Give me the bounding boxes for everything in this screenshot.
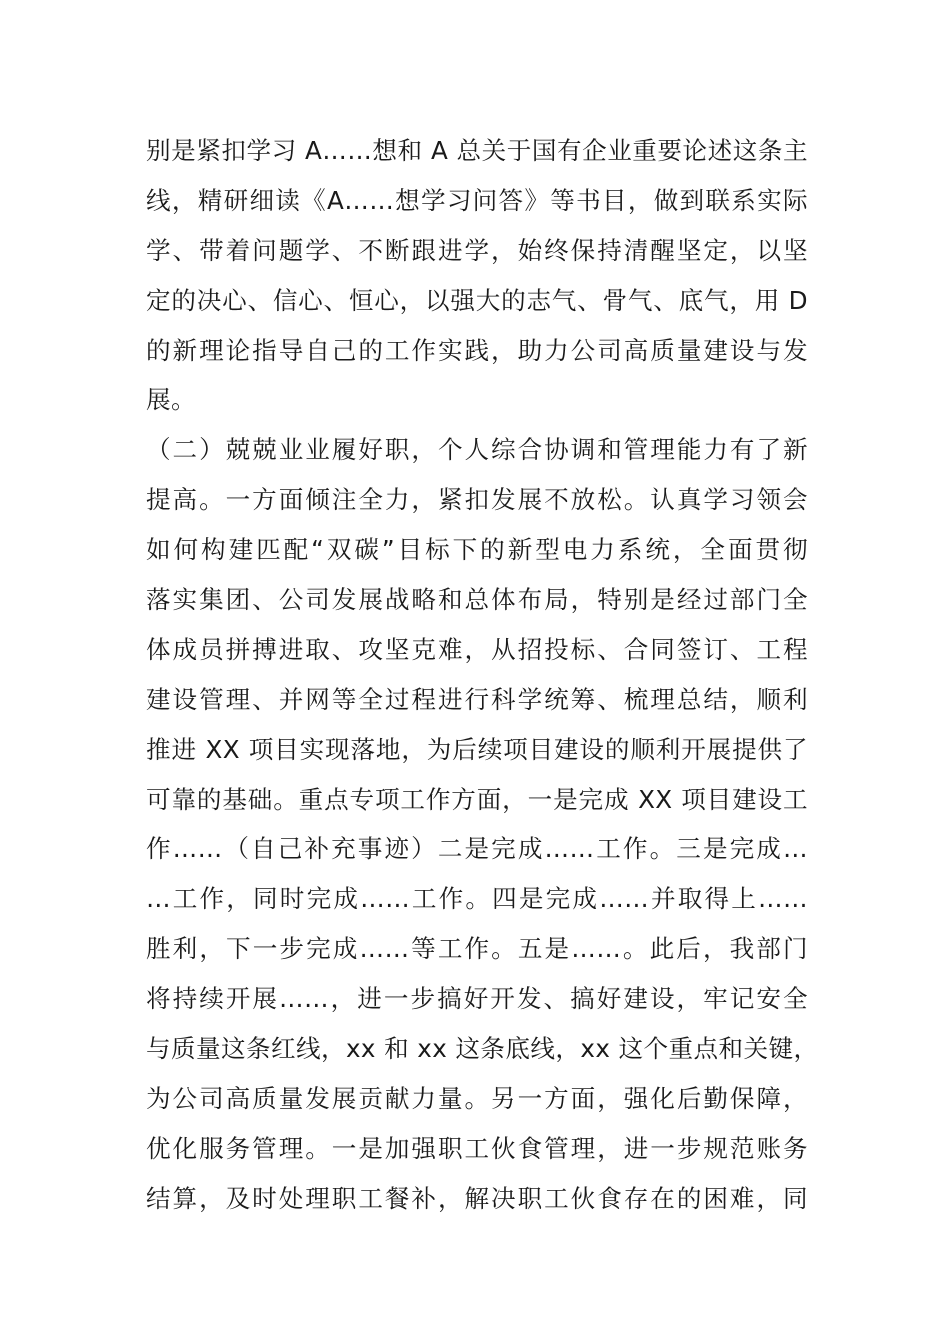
- text-line: 作……（自己补充事迹）二是完成……工作。三是完成…: [146, 834, 808, 864]
- text-line: 提高。一方面倾注全力，紧扣发展不放松。认真学习领会: [146, 485, 808, 515]
- text-line: 如何构建匹配“双碳”目标下的新型电力系统，全面贯彻: [146, 535, 808, 565]
- text-line: 体成员拼搏进取、攻坚克难，从招投标、合同签订、工程: [146, 634, 808, 664]
- text-line: 优化服务管理。一是加强职工伙食管理，进一步规范账务: [146, 1133, 808, 1163]
- body-text: [146, 126, 819, 1224]
- text-line: 的新理论指导自己的工作实践，助力公司高质量建设与发: [146, 335, 808, 365]
- text-line: 推进 XX 项目实现落地，为后续项目建设的顺利开展提供了: [146, 734, 808, 764]
- text-line: 定的决心、信心、恒心，以强大的志气、骨气、底气，用 D: [146, 285, 808, 315]
- text-line: 为公司高质量发展贡献力量。另一方面，强化后勤保障，: [146, 1083, 808, 1113]
- section-heading-line: （二）兢兢业业履好职，个人综合协调和管理能力有了新: [146, 435, 808, 465]
- text-line: 建设管理、并网等全过程进行科学统筹、梳理总结，顺利: [146, 684, 808, 714]
- text-line: 学、带着问题学、不断跟进学，始终保持清醒坚定，以坚: [146, 235, 808, 265]
- text-line: 别是紧扣学习 A……想和 A 总关于国有企业重要论述这条主: [146, 136, 808, 165]
- text-line: 可靠的基础。重点专项工作方面，一是完成 XX 项目建设工: [146, 784, 808, 814]
- text-line: 胜利，下一步完成……等工作。五是……。此后，我部门: [146, 934, 808, 964]
- text-line: 将持续开展……，进一步搞好开发、搞好建设，牢记安全: [146, 984, 808, 1014]
- text-line: 落实集团、公司发展战略和总体布局，特别是经过部门全: [146, 585, 808, 615]
- text-line: 线，精研细读《A……想学习问答》等书目，做到联系实际: [146, 185, 808, 215]
- text-line: 与质量这条红线，xx 和 xx 这条底线，xx 这个重点和关键，: [146, 1034, 819, 1064]
- paragraph-end-line: 展。: [146, 385, 196, 415]
- text-line: 结算，及时处理职工餐补，解决职工伙食存在的困难，同: [146, 1183, 808, 1213]
- text-line: …工作，同时完成……工作。四是完成……并取得上……: [146, 884, 808, 914]
